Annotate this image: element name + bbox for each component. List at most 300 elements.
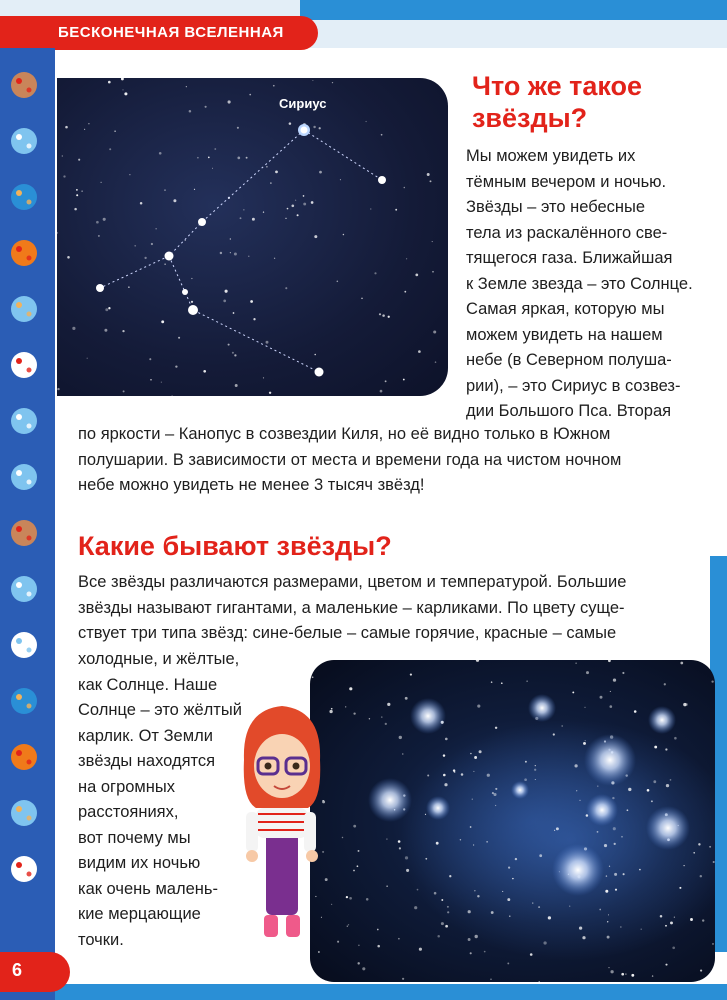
background-star	[109, 148, 111, 150]
background-star	[225, 290, 228, 293]
background-star	[235, 384, 238, 387]
background-star	[525, 761, 527, 763]
text-line: небе можно увидеть не менее 3 тысяч звёзд!	[78, 476, 425, 494]
planet-flag-icon	[4, 64, 44, 104]
background-star	[274, 258, 275, 259]
background-star	[349, 687, 352, 690]
background-star	[599, 909, 601, 911]
background-star	[269, 392, 271, 394]
text-line: карлик. От Земли	[78, 726, 213, 745]
background-star	[641, 929, 642, 930]
background-star	[530, 953, 533, 956]
background-star	[164, 189, 166, 191]
background-star	[700, 970, 702, 972]
background-star	[340, 179, 341, 180]
sirius-label: Сириус	[279, 96, 327, 111]
background-star	[67, 256, 70, 259]
background-star	[621, 973, 624, 976]
background-star	[312, 676, 314, 678]
background-star	[197, 157, 199, 159]
background-star	[491, 681, 493, 683]
background-star	[597, 831, 599, 833]
background-star	[708, 977, 710, 979]
background-star	[575, 662, 577, 664]
background-star	[266, 341, 269, 344]
background-star	[406, 869, 409, 872]
background-star	[342, 837, 343, 838]
background-star	[473, 771, 474, 772]
background-star	[634, 710, 637, 713]
background-star	[437, 935, 440, 938]
background-star	[186, 86, 187, 87]
background-star	[534, 769, 536, 771]
background-star	[690, 918, 693, 921]
background-star	[285, 218, 286, 219]
top-stripe	[300, 0, 727, 20]
text-line: дии Большого Пса. Вторая	[466, 402, 672, 420]
orbit-icon	[4, 288, 44, 328]
background-star	[703, 661, 706, 664]
background-star	[415, 274, 418, 277]
background-star	[709, 846, 711, 848]
section1-title-line: Что же такое	[472, 71, 643, 101]
background-star	[605, 890, 608, 893]
background-star	[62, 155, 63, 156]
background-star	[702, 919, 704, 921]
background-star	[240, 217, 242, 219]
background-star	[628, 788, 631, 791]
background-star	[343, 234, 345, 236]
background-star	[123, 390, 125, 392]
background-star	[609, 866, 610, 867]
background-star	[410, 674, 412, 676]
constellation-svg	[57, 78, 448, 396]
text-line: как очень малень-	[78, 879, 218, 898]
background-star	[345, 706, 346, 707]
background-star	[679, 887, 681, 889]
planet-flag-icon	[4, 512, 44, 552]
background-star	[535, 765, 536, 766]
background-star	[263, 211, 264, 212]
astronaut-icon	[4, 568, 44, 608]
background-star	[600, 696, 603, 699]
rocket-icon	[4, 344, 44, 384]
background-star	[607, 936, 610, 939]
background-star	[432, 271, 434, 273]
background-star	[614, 873, 617, 876]
background-star	[230, 252, 231, 253]
background-star	[417, 889, 419, 891]
background-star	[129, 174, 130, 175]
background-star	[441, 899, 443, 901]
background-star	[585, 740, 586, 741]
background-star	[445, 738, 448, 741]
background-star	[151, 243, 153, 245]
background-star	[347, 926, 348, 927]
background-star	[214, 148, 216, 150]
background-star	[713, 861, 715, 863]
background-star	[150, 379, 152, 381]
star	[378, 176, 386, 184]
background-star	[103, 218, 106, 221]
background-star	[418, 350, 421, 353]
text-line: расстояниях,	[78, 803, 179, 821]
background-star	[470, 826, 472, 828]
background-star	[484, 951, 486, 953]
background-star	[470, 753, 472, 755]
background-star	[700, 875, 702, 877]
background-star	[234, 354, 236, 356]
background-star	[398, 938, 400, 940]
section2-title: Какие бывают звёзды?	[78, 531, 392, 561]
section1-paragraph-narrow	[466, 144, 716, 425]
background-star	[419, 948, 422, 951]
background-star	[507, 962, 509, 964]
background-star	[156, 228, 157, 229]
background-star	[507, 898, 510, 901]
star	[315, 368, 324, 377]
background-star	[223, 300, 226, 303]
text-line: Солнце – это жёлтый	[78, 701, 242, 719]
bright-star	[528, 694, 556, 722]
background-star	[683, 865, 684, 866]
background-star	[479, 750, 482, 753]
background-star	[353, 870, 355, 872]
background-star	[579, 800, 580, 801]
background-star	[385, 380, 387, 382]
background-star	[246, 157, 248, 159]
background-star	[84, 129, 85, 130]
background-star	[370, 208, 371, 209]
rocket-icon	[4, 848, 44, 888]
background-star	[275, 171, 278, 174]
background-star	[434, 892, 437, 895]
text-line: тёмным вечером и ночью.	[466, 172, 667, 191]
background-star	[647, 789, 650, 792]
background-star	[543, 941, 546, 944]
background-star	[652, 975, 653, 976]
background-star	[232, 352, 234, 354]
background-star	[597, 785, 598, 786]
background-star	[287, 208, 289, 210]
background-star	[329, 710, 332, 713]
text-line: рии), – это Сириус в созвез-	[466, 376, 681, 395]
background-star	[674, 737, 677, 740]
background-star	[303, 195, 305, 197]
background-star	[266, 166, 268, 168]
text-line: Звёзды – это небесные	[466, 198, 646, 216]
background-star	[57, 388, 59, 390]
text-line: Мы можем увидеть их	[466, 147, 636, 165]
star-sirius-core	[301, 127, 308, 134]
background-star	[382, 314, 385, 317]
background-star	[312, 80, 313, 81]
background-star	[331, 904, 332, 905]
background-star	[477, 895, 479, 897]
page-number: 6	[12, 960, 23, 980]
text-line: кие мерцающие	[78, 905, 201, 923]
background-star	[270, 182, 271, 183]
bright-star	[646, 806, 690, 850]
bright-star	[648, 706, 676, 734]
background-star	[583, 742, 586, 745]
background-star	[365, 121, 366, 122]
background-star	[208, 157, 210, 159]
background-star	[606, 875, 607, 876]
background-star	[243, 209, 244, 210]
background-star	[263, 377, 264, 378]
girl-character-illustration	[238, 700, 324, 945]
background-star	[569, 906, 570, 907]
background-star	[443, 754, 445, 756]
section1-title	[472, 70, 642, 134]
background-star	[614, 843, 616, 845]
background-star	[386, 886, 387, 887]
background-star	[535, 779, 536, 780]
background-star	[194, 189, 195, 190]
background-star	[680, 662, 683, 665]
background-star	[572, 691, 574, 693]
background-star	[532, 903, 533, 904]
background-star	[325, 878, 328, 881]
background-star	[76, 194, 78, 196]
background-star	[387, 703, 390, 706]
background-star	[584, 707, 585, 708]
text-line: на огромных	[78, 777, 175, 796]
background-star	[175, 365, 177, 367]
background-star	[610, 970, 613, 973]
background-star	[249, 94, 251, 96]
background-star	[380, 390, 383, 393]
background-star	[441, 922, 444, 925]
background-star	[289, 122, 292, 125]
background-star	[711, 680, 713, 682]
background-star	[313, 126, 315, 128]
orbit-icon	[4, 792, 44, 832]
background-star	[698, 843, 700, 845]
background-star	[444, 783, 447, 786]
page-number-tab	[0, 952, 70, 992]
background-star	[495, 788, 497, 790]
background-star	[76, 189, 78, 191]
background-star	[405, 697, 408, 700]
earth-icon	[4, 680, 44, 720]
background-star	[474, 756, 477, 759]
background-star	[473, 844, 474, 845]
background-star	[433, 330, 436, 333]
background-star	[404, 187, 406, 189]
text-line: к Земле звезда – это Солнце.	[466, 274, 693, 293]
background-star	[237, 127, 239, 129]
background-star	[346, 896, 348, 898]
background-star	[607, 921, 608, 922]
comet-icon	[4, 736, 44, 776]
background-star	[252, 218, 255, 221]
text-line: тела из раскалённого све-	[466, 223, 668, 242]
background-star	[402, 978, 404, 980]
background-star	[164, 264, 165, 265]
bright-star	[511, 781, 529, 799]
background-star	[362, 967, 365, 970]
background-star	[414, 906, 417, 909]
background-star	[556, 827, 559, 830]
background-star	[615, 889, 617, 891]
background-star	[495, 727, 497, 729]
background-star	[191, 278, 192, 279]
background-star	[502, 891, 503, 892]
background-star	[295, 200, 296, 201]
text-line: как Солнце. Наше	[78, 675, 218, 694]
background-star	[468, 938, 471, 941]
background-star	[233, 312, 235, 314]
background-star	[512, 878, 513, 879]
section2-paragraph-wide	[78, 570, 708, 647]
background-star	[191, 301, 193, 303]
background-star	[515, 858, 517, 860]
background-star	[445, 925, 448, 928]
background-star	[604, 844, 607, 847]
earth-icon	[4, 176, 44, 216]
background-star	[579, 926, 582, 929]
text-line: полушарии. В зависимости от места и времени года на чистом ночном	[78, 450, 622, 469]
background-star	[311, 201, 314, 204]
background-star	[189, 110, 192, 113]
satellite-icon	[4, 456, 44, 496]
background-star	[65, 126, 68, 129]
background-star	[665, 925, 667, 927]
background-star	[205, 106, 207, 108]
text-line: вот почему мы	[78, 828, 191, 847]
background-star	[399, 736, 402, 739]
section1-title-line: звёзды?	[472, 103, 588, 133]
background-star	[358, 850, 360, 852]
background-star	[653, 780, 656, 783]
background-star	[674, 917, 675, 918]
background-star	[476, 660, 479, 662]
background-star	[477, 705, 480, 708]
background-star	[461, 773, 464, 776]
star	[188, 305, 198, 315]
background-star	[303, 203, 306, 206]
background-star	[381, 716, 383, 718]
background-star	[203, 370, 206, 373]
text-line: по яркости – Канопус в созвездии Киля, но её видно только в Южном	[78, 425, 611, 443]
background-star	[524, 778, 527, 781]
text-line: звёзды называют гигантами, а маленькие – карликами. По цвету суще-	[78, 598, 625, 617]
star	[96, 284, 104, 292]
background-star	[468, 910, 471, 913]
background-star	[447, 906, 449, 908]
astronaut-icon	[4, 120, 44, 160]
constellation-line	[100, 130, 304, 288]
background-star	[405, 856, 408, 859]
background-star	[140, 202, 143, 205]
background-star	[57, 232, 58, 234]
bright-star	[552, 844, 604, 896]
background-star	[173, 199, 176, 202]
background-star	[128, 286, 130, 288]
background-star	[430, 180, 432, 182]
background-star	[623, 873, 625, 875]
background-star	[608, 914, 609, 915]
background-star	[87, 358, 88, 359]
saturn-icon	[4, 400, 44, 440]
constellation-line	[304, 130, 382, 180]
background-star	[665, 748, 667, 750]
text-line: видим их ночью	[78, 854, 201, 872]
background-star	[651, 800, 653, 802]
background-star	[230, 238, 231, 239]
background-star	[273, 85, 275, 87]
shoe	[286, 915, 300, 937]
background-star	[212, 168, 213, 169]
background-star	[314, 235, 317, 238]
background-star	[386, 838, 387, 839]
bright-star	[584, 734, 636, 786]
background-star	[291, 204, 294, 207]
background-star	[621, 836, 623, 838]
background-star	[610, 691, 611, 692]
background-star	[665, 964, 667, 966]
background-star	[319, 171, 322, 174]
background-star	[670, 921, 673, 924]
background-star	[108, 81, 111, 84]
text-line: небе (в Северном полуша-	[466, 351, 672, 369]
background-star	[395, 209, 397, 211]
background-star	[402, 753, 403, 754]
background-star	[539, 854, 542, 857]
background-star	[381, 134, 383, 136]
star-cluster-svg	[310, 660, 715, 982]
header-title: БЕСКОНЕЧНАЯ ВСЕЛЕННАЯ	[58, 24, 284, 41]
bright-star	[586, 794, 618, 826]
background-star	[234, 253, 237, 256]
background-star	[253, 318, 255, 320]
background-star	[654, 746, 657, 749]
background-star	[172, 395, 173, 396]
background-star	[435, 361, 437, 363]
background-star	[149, 358, 151, 360]
background-star	[105, 308, 108, 311]
background-star	[144, 257, 146, 259]
background-star	[427, 774, 429, 776]
star	[165, 252, 174, 261]
background-star	[122, 330, 124, 332]
background-star	[121, 78, 124, 80]
background-star	[385, 723, 387, 725]
background-star	[472, 799, 473, 800]
background-star	[297, 214, 299, 216]
sidebar-icons	[4, 64, 52, 904]
background-star	[508, 867, 510, 869]
background-star	[670, 779, 672, 781]
background-star	[358, 945, 360, 947]
constellation-image	[57, 78, 448, 396]
background-star	[436, 842, 439, 845]
background-star	[124, 92, 127, 95]
background-star	[553, 733, 555, 735]
background-star	[490, 979, 491, 980]
background-star	[487, 774, 490, 777]
background-star	[425, 858, 427, 860]
text-line: звёзды находятся	[78, 752, 216, 770]
background-star	[366, 898, 369, 901]
background-star	[538, 981, 539, 982]
background-star	[134, 245, 136, 247]
dish-antenna-icon	[4, 624, 44, 664]
background-star	[314, 354, 316, 356]
background-star	[576, 790, 577, 791]
